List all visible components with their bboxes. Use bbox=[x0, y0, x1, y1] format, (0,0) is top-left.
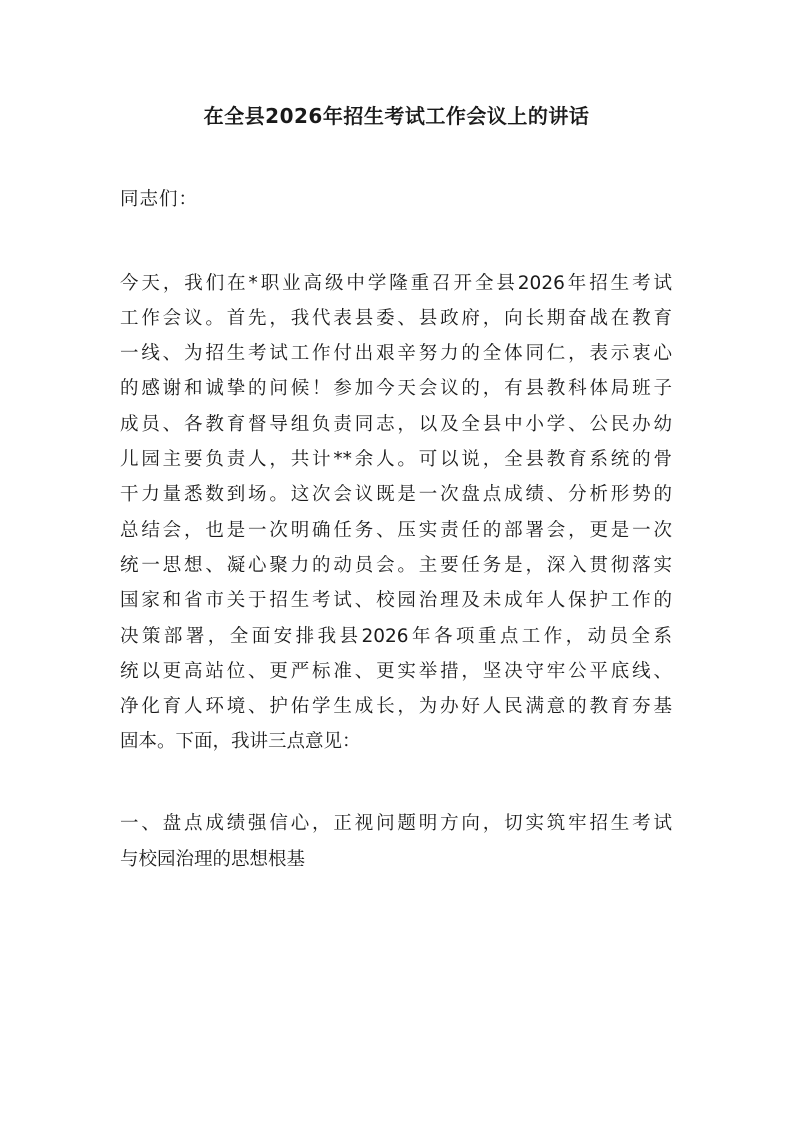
paragraph-line: 决策部署，全面安排我县2026年各项重点工作，动员全系 bbox=[120, 626, 672, 647]
paragraph-line: 工作会议。首先，我代表县委、县政府，向长期奋战在教育 bbox=[120, 308, 672, 329]
heading-line: 与校园治理的思想根基 bbox=[120, 849, 306, 870]
paragraph-line: 净化育人环境、护佑学生成长，为办好人民满意的教育夯基 bbox=[120, 696, 672, 717]
paragraph-line: 的感谢和诚挚的问候！参加今天会议的，有县教科体局班子 bbox=[120, 378, 672, 399]
document-title: 在全县2026年招生考试工作会议上的讲话 bbox=[203, 104, 590, 128]
paragraph-line: 成员、各教育督导组负责同志，以及全县中小学、公民办幼 bbox=[120, 414, 672, 435]
paragraph-line: 干力量悉数到场。这次会议既是一次盘点成绩、分析形势的 bbox=[120, 484, 672, 505]
paragraph-line: 统一思想、凝心聚力的动员会。主要任务是，深入贯彻落实 bbox=[120, 555, 672, 576]
paragraph-line: 一线、为招生考试工作付出艰辛努力的全体同仁，表示衷心 bbox=[120, 343, 672, 364]
salutation: 同志们： bbox=[120, 189, 199, 210]
paragraph-line: 今天，我们在*职业高级中学隆重召开全县2026年招生考试 bbox=[120, 273, 672, 294]
paragraph-line: 国家和省市关于招生考试、校园治理及未成年人保护工作的 bbox=[120, 590, 672, 611]
paragraph-line: 固本。下面，我讲三点意见： bbox=[120, 731, 361, 752]
heading-line: 一、盘点成绩强信心，正视问题明方向，切实筑牢招生考试 bbox=[120, 813, 672, 834]
paragraph-line: 总结会，也是一次明确任务、压实责任的部署会，更是一次 bbox=[120, 520, 672, 541]
paragraph-line: 儿园主要负责人，共计**余人。可以说，全县教育系统的骨 bbox=[120, 449, 672, 470]
paragraph-line: 统以更高站位、更严标准、更实举措，坚决守牢公平底线、 bbox=[120, 661, 672, 682]
